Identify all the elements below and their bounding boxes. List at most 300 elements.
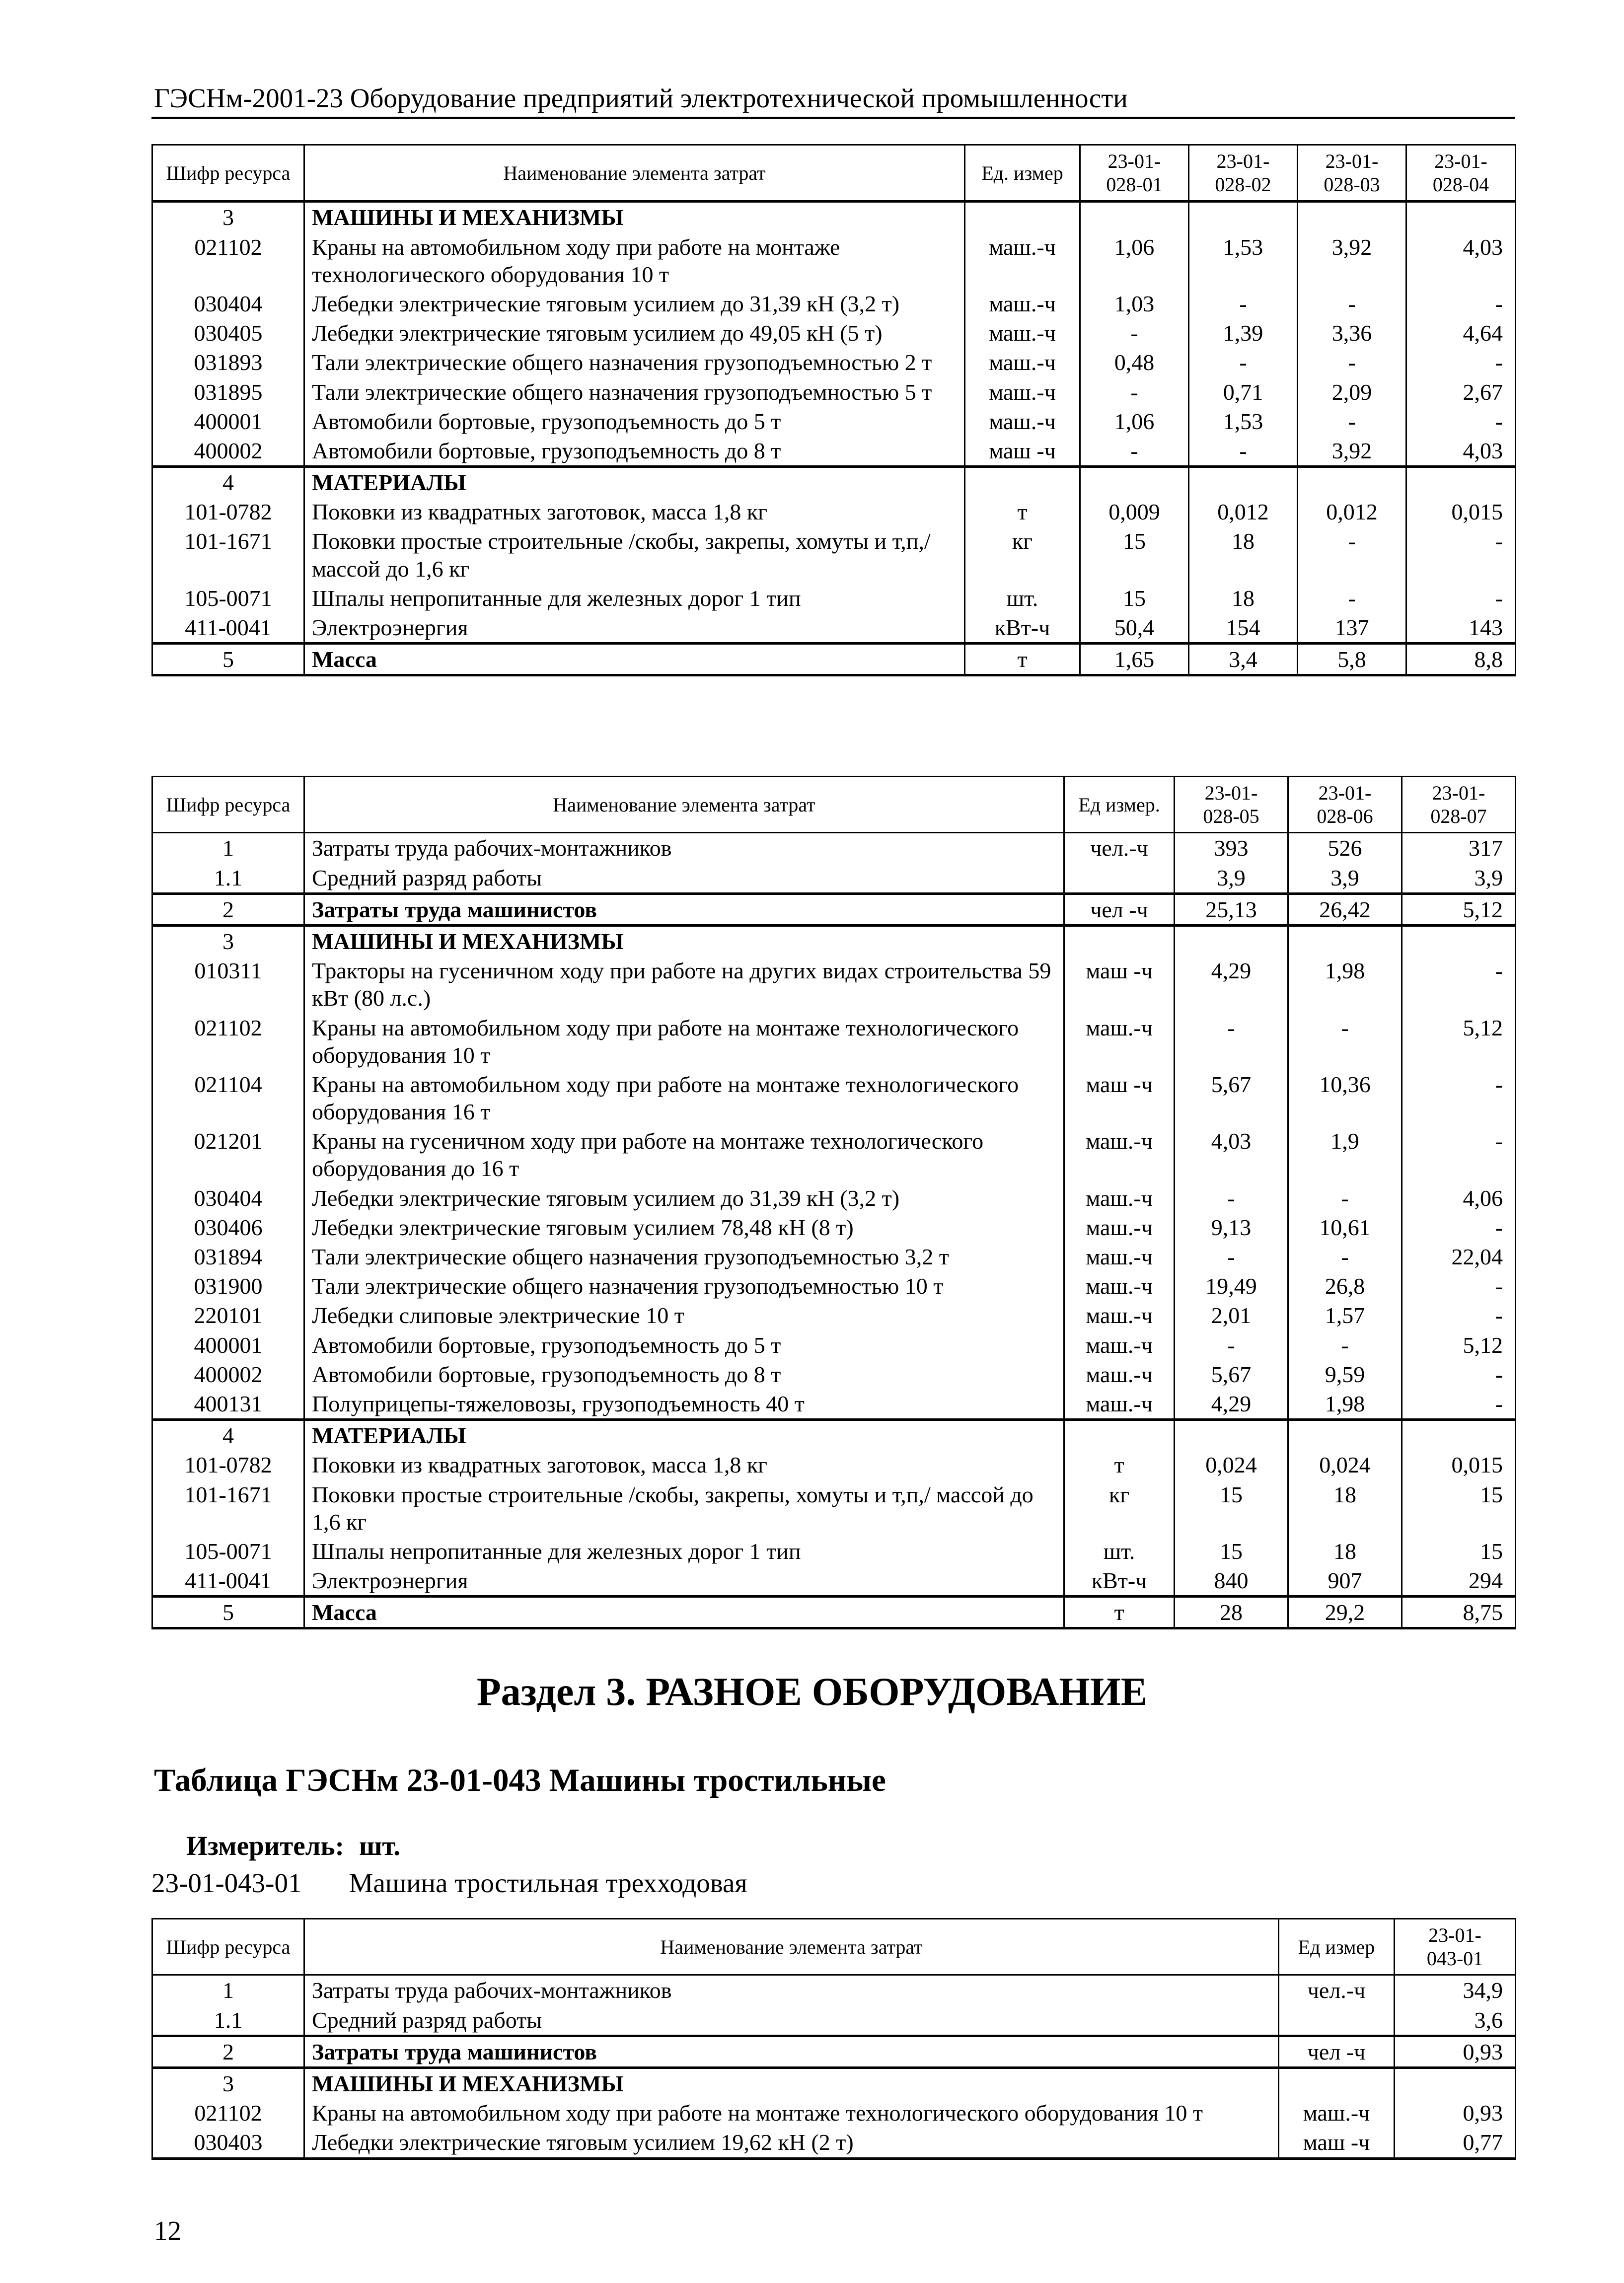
norm-value: - — [1175, 1330, 1288, 1360]
column-header: 23-01- 028-04 — [1406, 145, 1516, 202]
unit: т — [965, 497, 1080, 526]
section-row — [152, 1420, 1516, 1451]
unit: маш.-ч — [1064, 1360, 1175, 1389]
norm-value — [1080, 202, 1189, 232]
cost-element-name: Лебедки электрические тяговым усилием 19,62 кН (2 т) — [304, 2128, 1279, 2158]
resource-code: 021102 — [152, 1013, 304, 1070]
section-heading: Раздел 3. РАЗНОЕ ОБОРУДОВАНИЕ — [476, 1670, 1148, 1714]
unit: маш.-ч — [1064, 1213, 1175, 1242]
section-row — [152, 2067, 1516, 2098]
resource-code: 411-0041 — [152, 1566, 304, 1597]
resource-code: 031893 — [152, 348, 304, 377]
section-name: МАШИНЫ И МЕХАНИЗМЫ — [304, 2067, 1279, 2098]
cost-element-name: Поковки простые строительные /скобы, закрепы, хомуты и т,п,/ массой до 1,6 кг — [304, 526, 965, 583]
cost-element-name: Лебедки слиповые электрические 10 т — [304, 1301, 1064, 1330]
norm-value: 0,015 — [1406, 497, 1516, 526]
resource-code: 031894 — [152, 1242, 304, 1271]
norm-value: 4,03 — [1175, 1126, 1288, 1183]
column-header: Наименование элемента затрат — [304, 777, 1064, 833]
norm-value — [1189, 202, 1298, 232]
norm-value: 2,09 — [1298, 377, 1406, 407]
norm-value: - — [1406, 526, 1516, 583]
norm-value: - — [1288, 1330, 1402, 1360]
norm-value: 3,9 — [1288, 863, 1402, 894]
norm-value: 0,009 — [1080, 497, 1189, 526]
resource-code: 030404 — [152, 289, 304, 318]
norm-value: 3,92 — [1298, 232, 1406, 289]
cost-element-name: Шпалы непропитанные для железных дорог 1 тип — [304, 1537, 1064, 1566]
column-header: 23-01- 028-05 — [1175, 777, 1288, 833]
unit — [965, 202, 1080, 232]
unit: т — [1064, 1597, 1175, 1628]
unit: маш.-ч — [1064, 1126, 1175, 1183]
cost-element-name: Автомобили бортовые, грузоподъемность до 8 т — [304, 1360, 1064, 1389]
resource-code: 031895 — [152, 377, 304, 407]
unit: кВт-ч — [965, 613, 1080, 644]
table-title: Таблица ГЭСНм 23-01-043 Машины тростильные — [154, 1763, 886, 1798]
running-header: ГЭСНм-2001-23 Оборудование предприятий электротехнической промышленности — [154, 83, 1128, 113]
resource-code: 5 — [152, 1597, 304, 1628]
cost-element-name: Автомобили бортовые, грузоподъемность до 5 т — [304, 407, 965, 436]
unit: маш -ч — [1279, 2128, 1395, 2158]
resource-code: 2 — [152, 893, 304, 925]
norm-value: 10,36 — [1288, 1070, 1402, 1126]
norm-value: - — [1175, 1013, 1288, 1070]
unit — [1279, 2005, 1395, 2036]
unit: шт. — [965, 584, 1080, 613]
norm-value: 29,2 — [1288, 1597, 1402, 1628]
section-row — [152, 1597, 1516, 1628]
item-name: Машина тростильная трехходовая — [349, 1868, 747, 1898]
norm-value: 22,04 — [1402, 1242, 1516, 1271]
cost-element-name: Шпалы непропитанные для железных дорог 1 тип — [304, 584, 965, 613]
norm-value: 3,36 — [1298, 318, 1406, 348]
norm-value: 34,9 — [1395, 1975, 1516, 2005]
norm-value: - — [1189, 436, 1298, 467]
norm-value: 1,9 — [1288, 1126, 1402, 1183]
norm-value: 19,49 — [1175, 1271, 1288, 1301]
table-row — [152, 1013, 1516, 1070]
norm-value: 15 — [1080, 584, 1189, 613]
norm-value: 15 — [1175, 1480, 1288, 1537]
unit — [965, 467, 1080, 498]
unit: маш.-ч — [1279, 2098, 1395, 2128]
norm-value: 5,67 — [1175, 1360, 1288, 1389]
unit — [1064, 925, 1175, 956]
resource-code: 400001 — [152, 407, 304, 436]
norm-value — [1406, 467, 1516, 498]
resource-code: 105-0071 — [152, 584, 304, 613]
norm-value — [1175, 1420, 1288, 1451]
norm-value: 0,012 — [1189, 497, 1298, 526]
norm-value: - — [1402, 1389, 1516, 1420]
norm-value: 3,6 — [1395, 2005, 1516, 2036]
cost-element-name: Автомобили бортовые, грузоподъемность до 8 т — [304, 436, 965, 467]
column-header: 23-01- 028-06 — [1288, 777, 1402, 833]
norm-value: - — [1402, 1360, 1516, 1389]
norm-value: 907 — [1288, 1566, 1402, 1597]
column-header: Ед измер. — [1064, 777, 1175, 833]
unit: маш.-ч — [1064, 1330, 1175, 1360]
unit: кг — [1064, 1480, 1175, 1537]
measurer-value: шт. — [359, 1831, 401, 1861]
section-name: Масса — [304, 644, 965, 675]
table-row — [152, 1450, 1516, 1479]
norm-value: 0,48 — [1080, 348, 1189, 377]
norm-value: 0,93 — [1395, 2036, 1516, 2067]
unit: чел.-ч — [1064, 833, 1175, 863]
resource-code: 220101 — [152, 1301, 304, 1330]
cost-element-name: Краны на автомобильном ходу при работе на монтаже технологического оборудования 10 т — [304, 232, 965, 289]
norm-value: 18 — [1288, 1537, 1402, 1566]
unit — [1064, 863, 1175, 894]
column-header: 23-01- 028-03 — [1298, 145, 1406, 202]
norm-value — [1189, 467, 1298, 498]
resource-code: 400001 — [152, 1330, 304, 1360]
norm-value — [1288, 925, 1402, 956]
cost-element-name: Затраты труда рабочих-монтажников — [304, 1975, 1279, 2005]
norm-value — [1395, 2067, 1516, 2098]
norm-value: - — [1406, 289, 1516, 318]
table-row — [152, 613, 1516, 644]
header-row — [152, 145, 1516, 202]
table-row — [152, 956, 1516, 1013]
cost-element-name: Лебедки электрические тяговым усилием до 49,05 кН (5 т) — [304, 318, 965, 348]
norm-value: 8,8 — [1406, 644, 1516, 675]
table-row — [152, 289, 1516, 318]
norm-value: - — [1406, 584, 1516, 613]
cost-element-name: Краны на гусеничном ходу при работе на монтаже технологического оборудования до 16 т — [304, 1126, 1064, 1183]
resource-code: 5 — [152, 644, 304, 675]
unit: т — [965, 644, 1080, 675]
norm-value: 3,4 — [1189, 644, 1298, 675]
table-row — [152, 1566, 1516, 1597]
norm-value: 15 — [1402, 1480, 1516, 1537]
norm-value: 1,03 — [1080, 289, 1189, 318]
norm-value: - — [1298, 407, 1406, 436]
resource-code: 400002 — [152, 436, 304, 467]
norm-value: 154 — [1189, 613, 1298, 644]
norm-value: 0,012 — [1298, 497, 1406, 526]
norm-value: - — [1298, 584, 1406, 613]
norm-value: 2,67 — [1406, 377, 1516, 407]
table-row — [152, 1389, 1516, 1420]
norm-value: 294 — [1402, 1566, 1516, 1597]
unit — [1064, 1420, 1175, 1451]
resource-code: 105-0071 — [152, 1537, 304, 1566]
norm-value: 3,92 — [1298, 436, 1406, 467]
table-row — [152, 1242, 1516, 1271]
norm-value: 526 — [1288, 833, 1402, 863]
norm-value: 840 — [1175, 1566, 1288, 1597]
cost-element-name: Лебедки электрические тяговым усилием до 31,39 кН (3,2 т) — [304, 289, 965, 318]
table-row — [152, 1480, 1516, 1537]
norm-value: - — [1175, 1183, 1288, 1213]
resource-code: 010311 — [152, 956, 304, 1013]
norm-value: - — [1080, 318, 1189, 348]
section-row — [152, 467, 1516, 498]
norm-value: - — [1288, 1242, 1402, 1271]
norm-value: 1,53 — [1189, 407, 1298, 436]
table-row — [152, 407, 1516, 436]
norm-value: - — [1189, 348, 1298, 377]
norm-value: 5,8 — [1298, 644, 1406, 675]
norm-value: 4,64 — [1406, 318, 1516, 348]
norm-value: 137 — [1298, 613, 1406, 644]
table-row — [152, 232, 1516, 289]
table-row — [152, 1126, 1516, 1183]
norm-value: 393 — [1175, 833, 1288, 863]
norm-value: 1,57 — [1288, 1301, 1402, 1330]
table-row — [152, 1330, 1516, 1360]
header-row — [152, 1919, 1516, 1975]
resource-code: 4 — [152, 467, 304, 498]
column-header: Шифр ресурса — [152, 777, 304, 833]
norm-value: 1,65 — [1080, 644, 1189, 675]
cost-element-name: Краны на автомобильном ходу при работе на монтаже технологического оборудования 10 т — [304, 1013, 1064, 1070]
cost-element-name: Лебедки электрические тяговым усилием 78,48 кН (8 т) — [304, 1213, 1064, 1242]
resource-code: 030403 — [152, 2128, 304, 2158]
norm-value — [1175, 925, 1288, 956]
resource-code: 1 — [152, 1975, 304, 2005]
norm-value: - — [1406, 348, 1516, 377]
cost-element-name: Затраты труда рабочих-монтажников — [304, 833, 1064, 863]
norm-value: - — [1288, 1013, 1402, 1070]
table-row — [152, 1271, 1516, 1301]
cost-element-name: Тали электрические общего назначения грузоподъемностью 10 т — [304, 1271, 1064, 1301]
item-line — [151, 1867, 747, 1899]
norm-value: 0,015 — [1402, 1450, 1516, 1479]
unit: т — [1064, 1450, 1175, 1479]
norm-value: 0,024 — [1175, 1450, 1288, 1479]
cost-element-name: Поковки из квадратных заготовок, масса 1,8 кг — [304, 497, 965, 526]
norm-value: 10,61 — [1288, 1213, 1402, 1242]
unit: чел.-ч — [1279, 1975, 1395, 2005]
norm-value: 0,024 — [1288, 1450, 1402, 1479]
norm-value: 1,06 — [1080, 232, 1189, 289]
section-row — [152, 2036, 1516, 2067]
norm-value — [1298, 467, 1406, 498]
norm-value: 1,39 — [1189, 318, 1298, 348]
unit: маш.-ч — [1064, 1271, 1175, 1301]
resource-code: 021102 — [152, 2098, 304, 2128]
resource-code: 400002 — [152, 1360, 304, 1389]
cost-table-028-01-04 — [151, 144, 1516, 676]
resource-code: 3 — [152, 202, 304, 232]
resource-code: 101-1671 — [152, 526, 304, 583]
norm-value — [1298, 202, 1406, 232]
table-row — [152, 526, 1516, 583]
norm-value: 26,8 — [1288, 1271, 1402, 1301]
table-row — [152, 497, 1516, 526]
cost-element-name: Краны на автомобильном ходу при работе на монтаже технологического оборудования 16 т — [304, 1070, 1064, 1126]
resource-code: 2 — [152, 2036, 304, 2067]
column-header: Ед измер — [1279, 1919, 1395, 1975]
section-name: МАШИНЫ И МЕХАНИЗМЫ — [304, 202, 965, 232]
column-header: Наименование элемента затрат — [304, 1919, 1279, 1975]
section-name: МАШИНЫ И МЕХАНИЗМЫ — [304, 925, 1064, 956]
norm-value: - — [1402, 1213, 1516, 1242]
header-row — [152, 777, 1516, 833]
unit: маш.-ч — [1064, 1013, 1175, 1070]
unit: маш.-ч — [965, 377, 1080, 407]
norm-value: 143 — [1406, 613, 1516, 644]
norm-value: - — [1402, 1271, 1516, 1301]
table-row — [152, 833, 1516, 863]
unit: шт. — [1064, 1537, 1175, 1566]
resource-code: 411-0041 — [152, 613, 304, 644]
norm-value: 28 — [1175, 1597, 1288, 1628]
norm-value: 8,75 — [1402, 1597, 1516, 1628]
norm-value: - — [1406, 407, 1516, 436]
norm-value: 18 — [1189, 584, 1298, 613]
norm-value: 26,42 — [1288, 893, 1402, 925]
norm-value: - — [1298, 348, 1406, 377]
norm-value — [1406, 202, 1516, 232]
norm-value: 0,77 — [1395, 2128, 1516, 2158]
column-header: 23-01- 028-02 — [1189, 145, 1298, 202]
norm-value: 4,06 — [1402, 1183, 1516, 1213]
norm-value: 50,4 — [1080, 613, 1189, 644]
norm-value: 18 — [1189, 526, 1298, 583]
norm-value: 4,03 — [1406, 436, 1516, 467]
norm-value: - — [1402, 1070, 1516, 1126]
norm-value: - — [1402, 1301, 1516, 1330]
norm-value — [1402, 1420, 1516, 1451]
resource-code: 3 — [152, 2067, 304, 2098]
item-code: 23-01-043-01 — [151, 1868, 302, 1898]
norm-value: - — [1288, 1183, 1402, 1213]
cost-element-name: Тракторы на гусеничном ходу при работе на других видах строительства 59 кВт (80 л.с.) — [304, 956, 1064, 1013]
unit: маш -ч — [1064, 956, 1175, 1013]
table-row — [152, 2128, 1516, 2158]
unit: маш -ч — [965, 436, 1080, 467]
unit: кг — [965, 526, 1080, 583]
cost-table-043-01 — [151, 1918, 1516, 2160]
cost-element-name: Лебедки электрические тяговым усилием до 31,39 кН (3,2 т) — [304, 1183, 1064, 1213]
measurer-label: Измеритель: — [186, 1831, 344, 1861]
resource-code: 101-1671 — [152, 1480, 304, 1537]
cost-element-name: Поковки из квадратных заготовок, масса 1,8 кг — [304, 1450, 1064, 1479]
norm-value: - — [1402, 956, 1516, 1013]
cost-element-name: Тали электрические общего назначения грузоподъемностью 3,2 т — [304, 1242, 1064, 1271]
norm-value: 0,71 — [1189, 377, 1298, 407]
cost-element-name: Электроэнергия — [304, 1566, 1064, 1597]
norm-value: 5,67 — [1175, 1070, 1288, 1126]
unit: маш.-ч — [1064, 1389, 1175, 1420]
column-header: 23-01- 028-07 — [1402, 777, 1516, 833]
table-row — [152, 2098, 1516, 2128]
norm-value — [1402, 925, 1516, 956]
norm-value: 2,01 — [1175, 1301, 1288, 1330]
norm-value: 15 — [1080, 526, 1189, 583]
resource-code: 1.1 — [152, 2005, 304, 2036]
page-number: 12 — [154, 2215, 181, 2246]
table-row — [152, 348, 1516, 377]
table-row — [152, 1070, 1516, 1126]
section-row — [152, 893, 1516, 925]
norm-value — [1080, 467, 1189, 498]
norm-value: 25,13 — [1175, 893, 1288, 925]
column-header: 23-01- 028-01 — [1080, 145, 1189, 202]
cost-element-name: Средний разряд работы — [304, 2005, 1279, 2036]
norm-value: - — [1298, 526, 1406, 583]
norm-value: 18 — [1288, 1480, 1402, 1537]
norm-value: - — [1080, 436, 1189, 467]
resource-code: 021201 — [152, 1126, 304, 1183]
unit: маш.-ч — [1064, 1242, 1175, 1271]
norm-value — [1288, 1420, 1402, 1451]
norm-value: 5,12 — [1402, 1013, 1516, 1070]
cost-element-name: Краны на автомобильном ходу при работе на монтаже технологического оборудования 10 т — [304, 2098, 1279, 2128]
resource-code: 021104 — [152, 1070, 304, 1126]
table-row — [152, 1975, 1516, 2005]
norm-value: 1,98 — [1288, 956, 1402, 1013]
table-row — [152, 1213, 1516, 1242]
norm-value: 4,29 — [1175, 1389, 1288, 1420]
table-row — [152, 2005, 1516, 2036]
resource-code: 031900 — [152, 1271, 304, 1301]
resource-code: 101-0782 — [152, 497, 304, 526]
unit: маш.-ч — [965, 348, 1080, 377]
unit: маш.-ч — [1064, 1183, 1175, 1213]
norm-value: 1,98 — [1288, 1389, 1402, 1420]
norm-value: - — [1080, 377, 1189, 407]
unit: чел -ч — [1064, 893, 1175, 925]
norm-value: 3,9 — [1175, 863, 1288, 894]
norm-value: 5,12 — [1402, 1330, 1516, 1360]
table-row — [152, 584, 1516, 613]
norm-value: 15 — [1402, 1537, 1516, 1566]
resource-code: 030404 — [152, 1183, 304, 1213]
section-name: Затраты труда машинистов — [304, 2036, 1279, 2067]
norm-value: 9,59 — [1288, 1360, 1402, 1389]
norm-value: 1,06 — [1080, 407, 1189, 436]
unit — [1279, 2067, 1395, 2098]
unit: маш -ч — [1064, 1070, 1175, 1126]
column-header: Наименование элемента затрат — [304, 145, 965, 202]
table-row — [152, 377, 1516, 407]
resource-code: 030406 — [152, 1213, 304, 1242]
cost-element-name: Тали электрические общего назначения грузоподъемностью 2 т — [304, 348, 965, 377]
norm-value: 9,13 — [1175, 1213, 1288, 1242]
cost-element-name: Средний разряд работы — [304, 863, 1064, 894]
unit: чел -ч — [1279, 2036, 1395, 2067]
table-row — [152, 1301, 1516, 1330]
norm-value: - — [1298, 289, 1406, 318]
resource-code: 101-0782 — [152, 1450, 304, 1479]
cost-element-name: Поковки простые строительные /скобы, закрепы, хомуты и т,п,/ массой до 1,6 кг — [304, 1480, 1064, 1537]
section-name: МАТЕРИАЛЫ — [304, 467, 965, 498]
table-row — [152, 1537, 1516, 1566]
section-name: МАТЕРИАЛЫ — [304, 1420, 1064, 1451]
resource-code: 4 — [152, 1420, 304, 1451]
norm-value: 1,53 — [1189, 232, 1298, 289]
cost-element-name: Полуприцепы-тяжеловозы, грузоподъемность 40 т — [304, 1389, 1064, 1420]
cost-element-name: Тали электрические общего назначения грузоподъемностью 5 т — [304, 377, 965, 407]
section-name: Затраты труда машинистов — [304, 893, 1064, 925]
norm-value: 0,93 — [1395, 2098, 1516, 2128]
section-row — [152, 644, 1516, 675]
resource-code: 400131 — [152, 1389, 304, 1420]
norm-value: 317 — [1402, 833, 1516, 863]
norm-value: - — [1402, 1126, 1516, 1183]
table-row — [152, 436, 1516, 467]
column-header: 23-01- 043-01 — [1395, 1919, 1516, 1975]
resource-code: 1.1 — [152, 863, 304, 894]
unit: маш.-ч — [1064, 1301, 1175, 1330]
norm-value: 4,29 — [1175, 956, 1288, 1013]
